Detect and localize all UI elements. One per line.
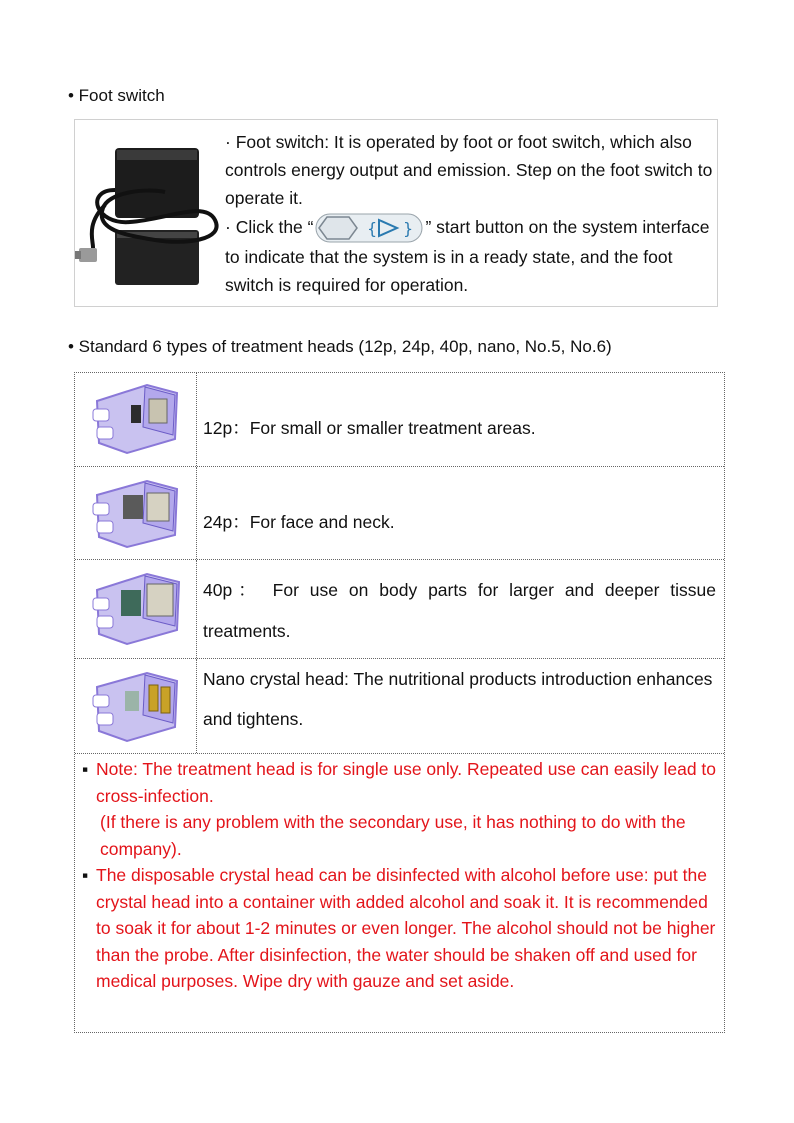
foot-switch-image	[75, 130, 225, 290]
svg-text:}: }	[403, 219, 414, 239]
row-24p-description: 24p：For face and neck.	[203, 512, 395, 532]
crystal-head-40p-image	[87, 566, 183, 648]
svg-text:{: {	[367, 219, 378, 239]
crystal-head-12p-image	[87, 379, 183, 457]
image-cell	[75, 467, 197, 559]
disinfection-note: The disposable crystal head can be disinfected with alcohol before use: put the crystal head into a container with added alcohol and soak it. It is recommended to soak it for about 1-2 minutes or even longer. The alcohol should not be higher than the probe. After disinfection, the water should be shaken off and used for medical purposes. Wipe dry with gauze and set aside.	[96, 865, 716, 991]
table-row	[75, 659, 724, 754]
notes-section	[82, 756, 718, 995]
start-button-icon	[315, 213, 423, 243]
note-bullet: ▪	[82, 865, 89, 885]
start-button-description	[225, 213, 715, 299]
single-use-note: Note: The treatment head is for single use only. Repeated use can easily lead to cross-infection.	[96, 759, 717, 806]
start-description-prefix: · Click the “	[225, 217, 314, 237]
table-row	[75, 373, 724, 467]
row-12p-description: 12p：For small or smaller treatment areas.	[203, 418, 536, 438]
foot-switch-box	[74, 119, 718, 307]
nano-crystal-head-image	[87, 665, 183, 745]
secondary-use-note: (If there is any problem with the secondary use, it has nothing to do with the company).	[100, 812, 686, 859]
row-40p-description: 40p： For use on body parts for larger and deeper tissue treatments.	[203, 580, 716, 641]
treatment-heads-heading: • Standard 6 types of treatment heads (12p, 24p, 40p, nano, No.5, No.6)	[68, 337, 612, 356]
foot-switch-description: · Foot switch: It is operated by foot or foot switch, which also controls energy output and emission. Step on the foot switch to operate it.	[225, 132, 713, 208]
table-row	[75, 560, 724, 659]
table-row	[75, 467, 724, 560]
start-description-suffix: ” start button on the system interface to indicate that the system is in a ready state, and the foot switch is required for operation.	[225, 217, 710, 296]
crystal-head-24p-image	[87, 473, 183, 551]
image-cell	[75, 560, 197, 658]
row-nano-description: Nano crystal head: The nutritional products introduction enhances and tightens.	[203, 669, 713, 729]
note-item	[82, 862, 718, 995]
foot-switch-heading: • Foot switch	[68, 86, 165, 105]
note-item	[82, 756, 718, 862]
image-cell	[75, 659, 197, 753]
image-cell	[75, 373, 197, 466]
note-bullet: ▪	[82, 759, 89, 779]
